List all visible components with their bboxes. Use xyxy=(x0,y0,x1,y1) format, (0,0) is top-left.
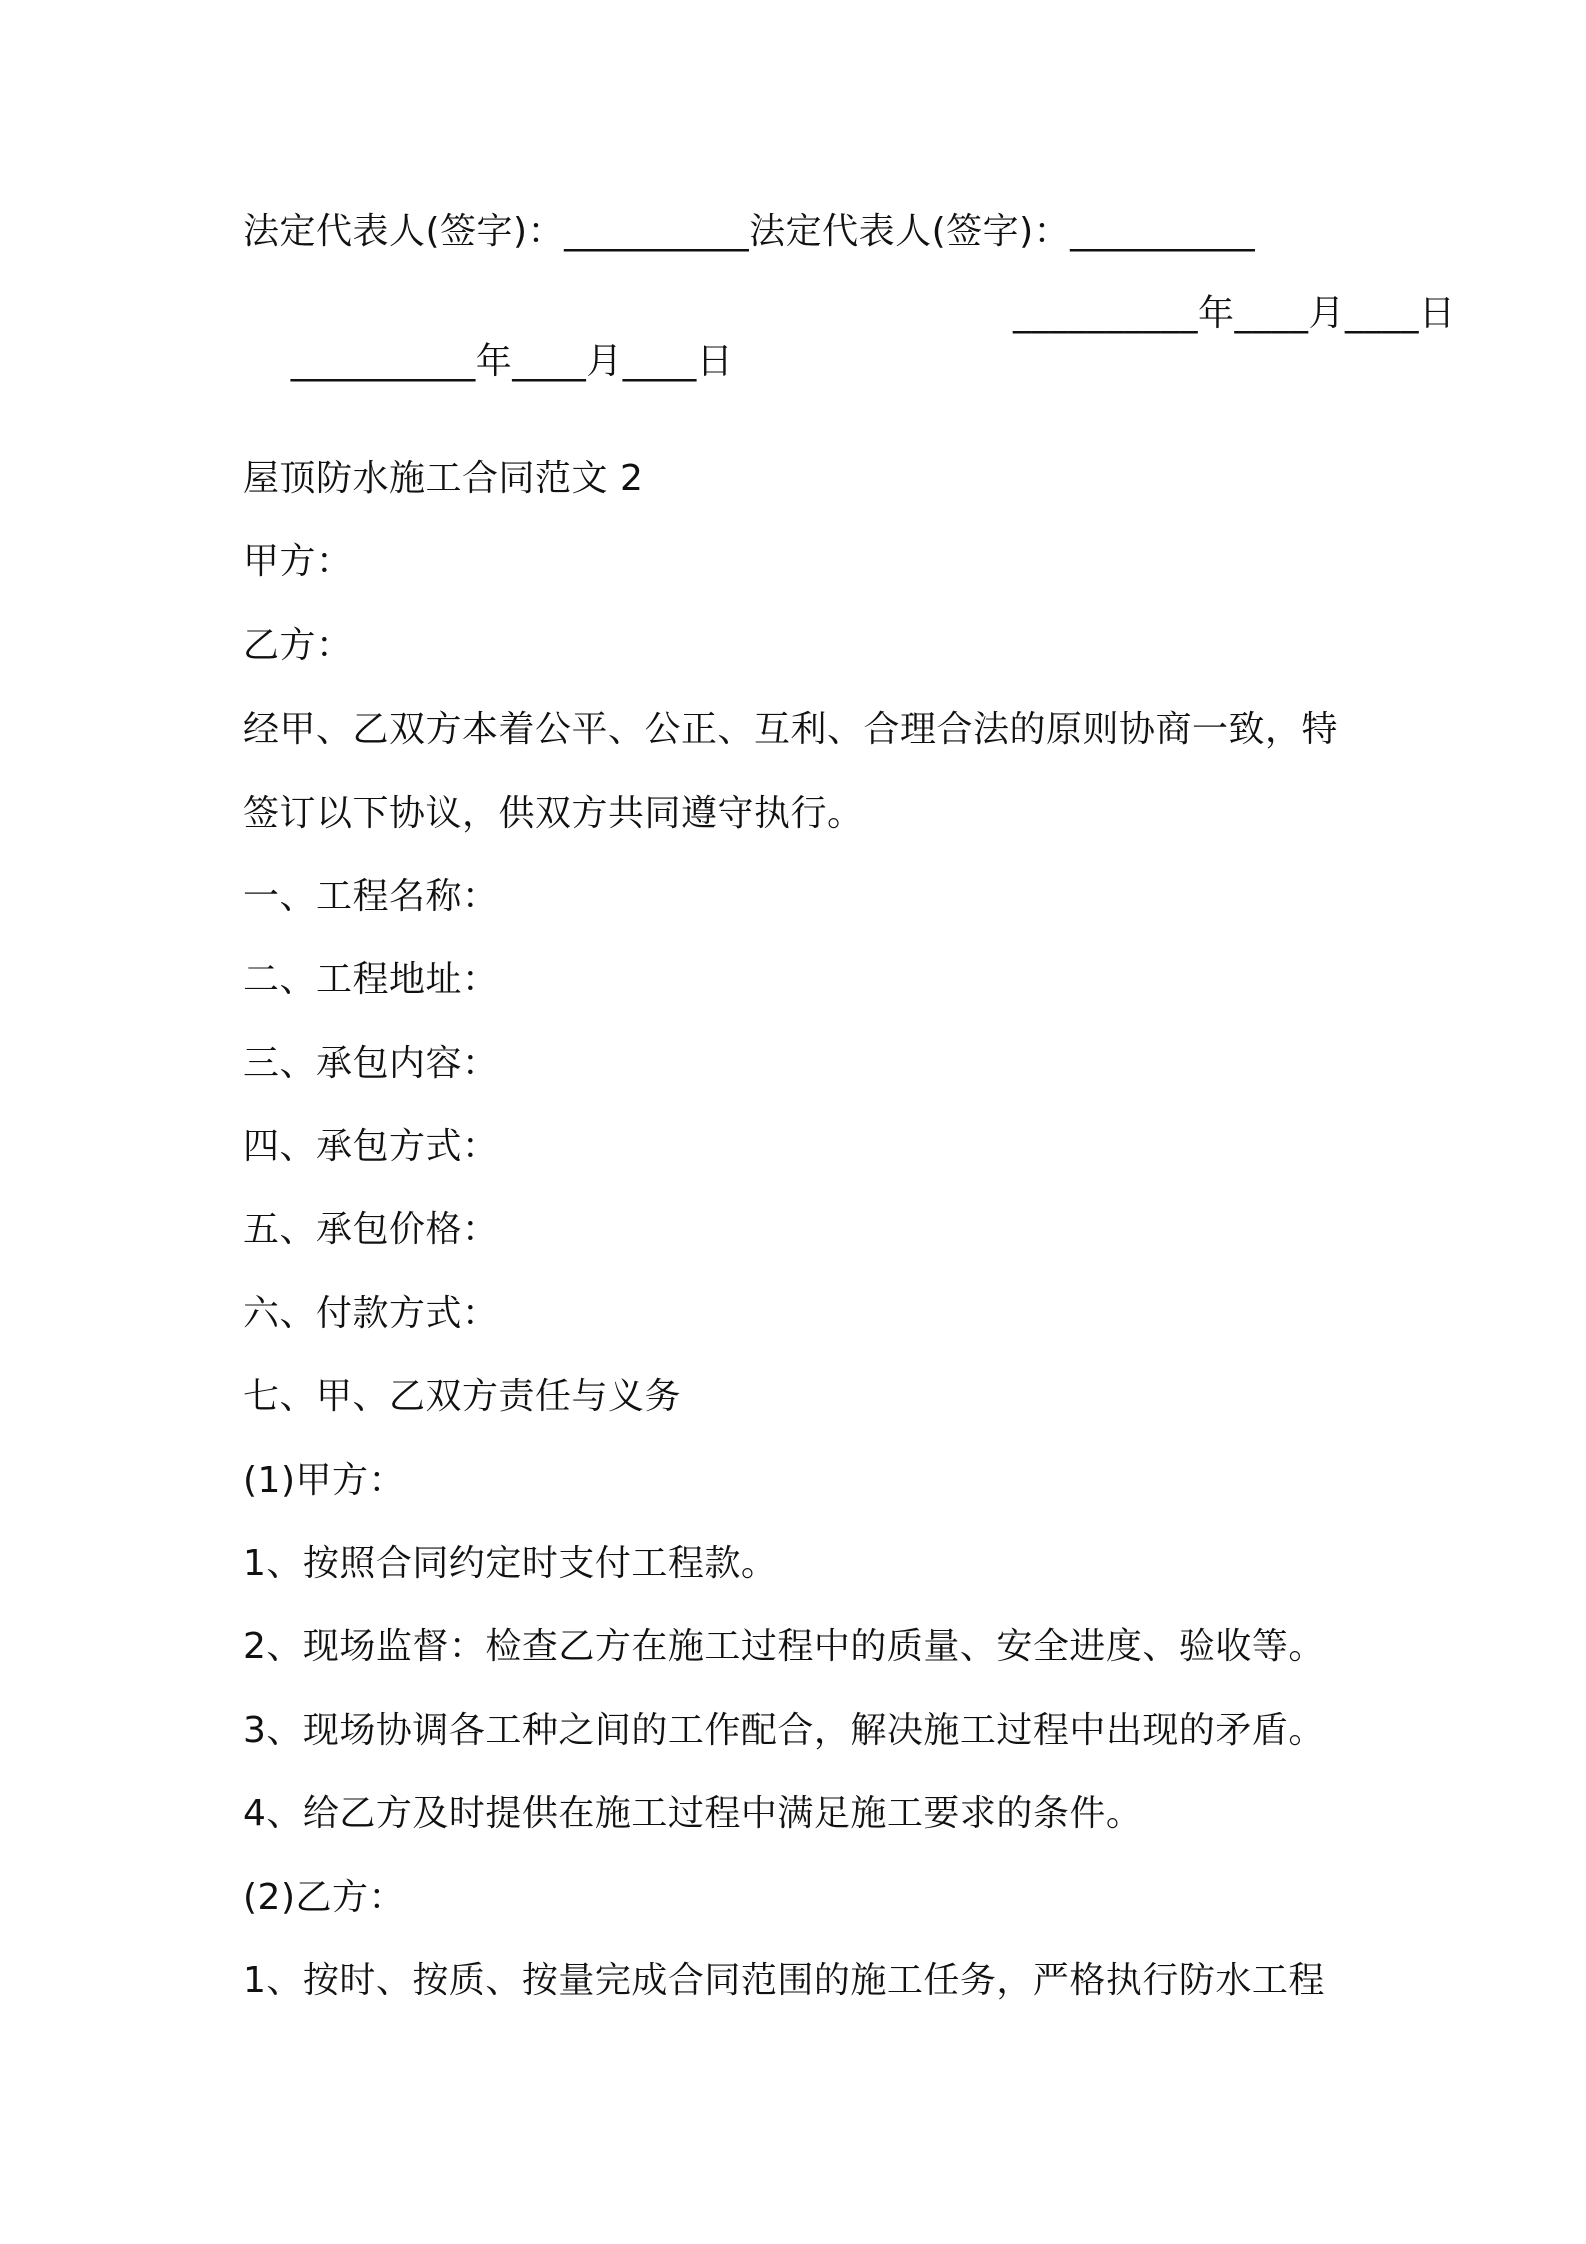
clause-project-name: 一、工程名称： xyxy=(243,876,499,917)
party-b-item: 1、按时、按质、按量完成合同范围的施工任务，严格执行防水工程 xyxy=(243,1960,1325,2001)
clause-contract-method: 四、承包方式： xyxy=(243,1126,499,1167)
clause-contract-price: 五、承包价格： xyxy=(243,1209,499,1250)
party-a-item: 3、现场协调各工种之间的工作配合，解决施工过程中出现的矛盾。 xyxy=(243,1710,1325,1751)
clause-payment-method: 六、付款方式： xyxy=(243,1293,499,1334)
party-a-label: 甲方： xyxy=(243,541,353,582)
signature-line: 法定代表人(签字)：__________法定代表人(签字)：__________ xyxy=(243,211,1256,252)
party-a-item: 1、按照合同约定时支付工程款。 xyxy=(243,1543,778,1584)
party-b-heading: (2)乙方： xyxy=(243,1877,405,1918)
clause-project-address: 二、工程地址： xyxy=(243,959,499,1000)
party-a-item: 4、给乙方及时提供在施工过程中满足施工要求的条件。 xyxy=(243,1793,1143,1834)
clause-responsibilities: 七、甲、乙双方责任与义务 xyxy=(243,1376,682,1417)
intro-line-2: 签订以下协议，供双方共同遵守执行。 xyxy=(243,793,864,834)
intro-line-1: 经甲、乙双方本着公平、公正、互利、合理合法的原则协商一致，特 xyxy=(243,709,1339,750)
date-right: __________年____月____日 xyxy=(1013,293,1456,334)
date-row xyxy=(243,290,1456,482)
party-a-heading: (1)甲方： xyxy=(243,1460,405,1501)
date-left: __________年____月____日 xyxy=(290,341,734,382)
clause-contract-content: 三、承包内容： xyxy=(243,1043,499,1084)
party-a-item: 2、现场监督：检查乙方在施工过程中的质量、安全进度、验收等。 xyxy=(243,1626,1325,1667)
section-title: 屋顶防水施工合同范文 2 xyxy=(243,458,644,499)
party-b-label: 乙方： xyxy=(243,625,353,666)
